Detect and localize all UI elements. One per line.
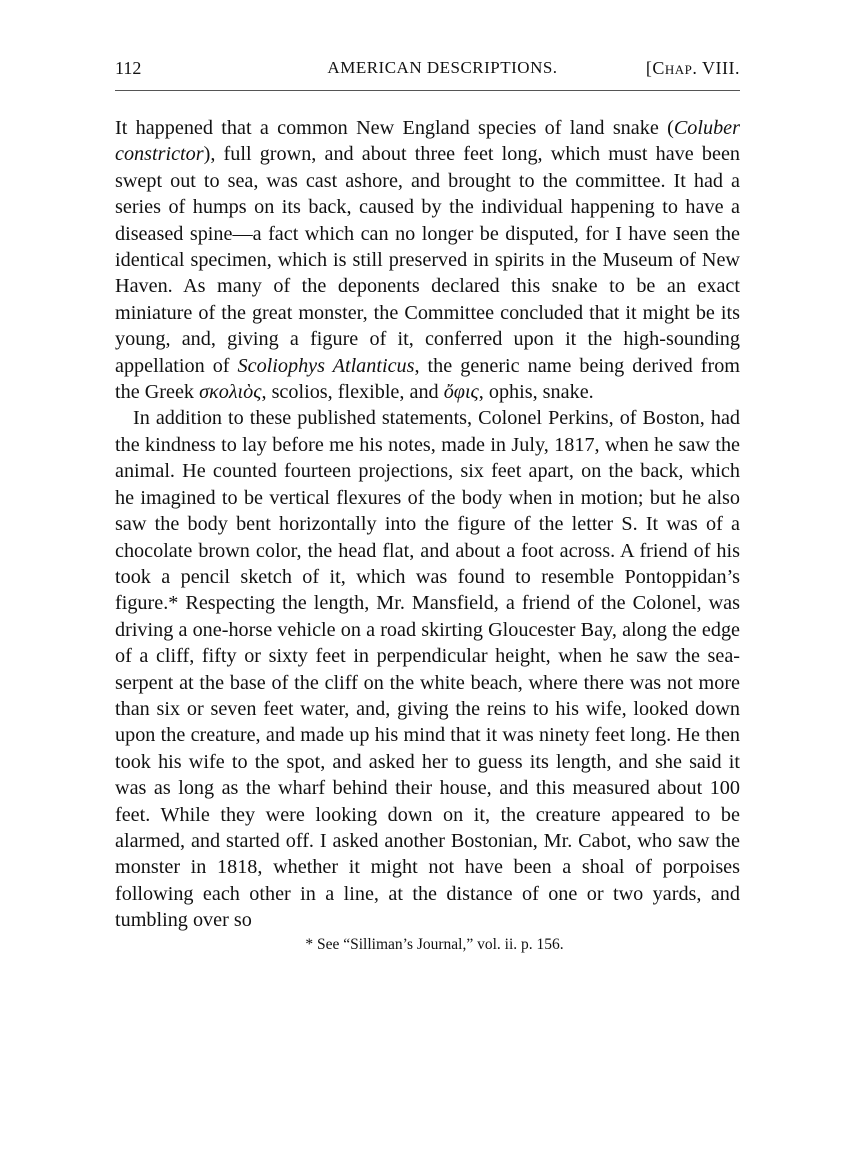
paragraph-1-text-b: ), full grown, and about three feet long, which must have been swept out to sea, was cast ashore, and brought to the committee. It had a series of humps on its back, caused by the individual happening to have a diseased spine—a fact which can no longer be disputed, for I have seen the identical specimen, which is still preserved in spirits in the Museum of New Haven. As many of the deponents declared this snake to be an exact miniature of the great monster, the Committee concluded that it might be its young, and, giving a figure of it, conferred upon it the high-sounding appellation of: [115, 143, 740, 377]
footnote: * See “Silliman’s Journal,” vol. ii. p. 156.: [305, 935, 564, 953]
running-title: AMERICAN DESCRIPTIONS.: [327, 58, 558, 77]
paragraph-1-text-c: , the generic name being derived from the Greek: [115, 354, 740, 404]
scientific-name-italic: Scoliophys Atlanticus: [237, 354, 415, 377]
paragraph-1-text-a: It happened that a common New England species of land snake (: [115, 117, 674, 139]
paragraph-2: In addition to these published statements, Colonel Perkins, of Boston, had the kindness to lay before me his notes, made in July, 1817, when he saw the animal. He counted fourteen projections, six feet apart, on the back, which he imagined to be vertical flexures of the body when in motion; but he also saw the body bent horizontally into the figure of the letter S. It was of a chocolate brown color, the head flat, and about a foot across. A friend of his took a pencil sketch of it, which was found to resemble Pontoppidan’s figure.* Respecting the length, Mr. Mansfield, a friend of the Colonel, was driving a one-horse vehicle on a road skirting Gloucester Bay, along the edge of a cliff, fifty or sixty feet in perpendicular height, when he saw the sea-serpent at the base of the cliff on the white beach, where there was not more than six or seven feet water, and, giving the reins to his wife, looked down upon the creature, and made up his mind that it was ninety feet long. He then took his wife to the spot, and asked her to guess its length, and she said it was as long as the wharf behind their house, and this measured about 100 feet. While they were looking down on it, the creature appeared to be alarmed, and started off. I asked another Bostonian, Mr. Cabot, who saw the monster in 1818, whether it might not have been a shoal of porpoises following each other in a line, at the distance of one or two yards, and tumbling over so: [115, 407, 740, 932]
chapter-label: [Chap. VIII.: [645, 58, 740, 78]
page-number: 112: [115, 58, 142, 78]
paragraph-1: [115, 115, 740, 405]
header-rule: [115, 90, 740, 91]
paragraph-1-text-e: , ophis, snake.: [478, 381, 594, 404]
species-name-italic: Coluber constrictor: [115, 117, 740, 166]
page-header: [115, 58, 740, 88]
body-text: [115, 115, 740, 934]
book-page: [115, 58, 740, 954]
greek-word-ophis: ὄφις: [443, 381, 479, 404]
greek-word-skolios: σκολιὸς: [199, 381, 262, 404]
paragraph-1-text-d: , scolios, flexible, and: [261, 381, 444, 404]
